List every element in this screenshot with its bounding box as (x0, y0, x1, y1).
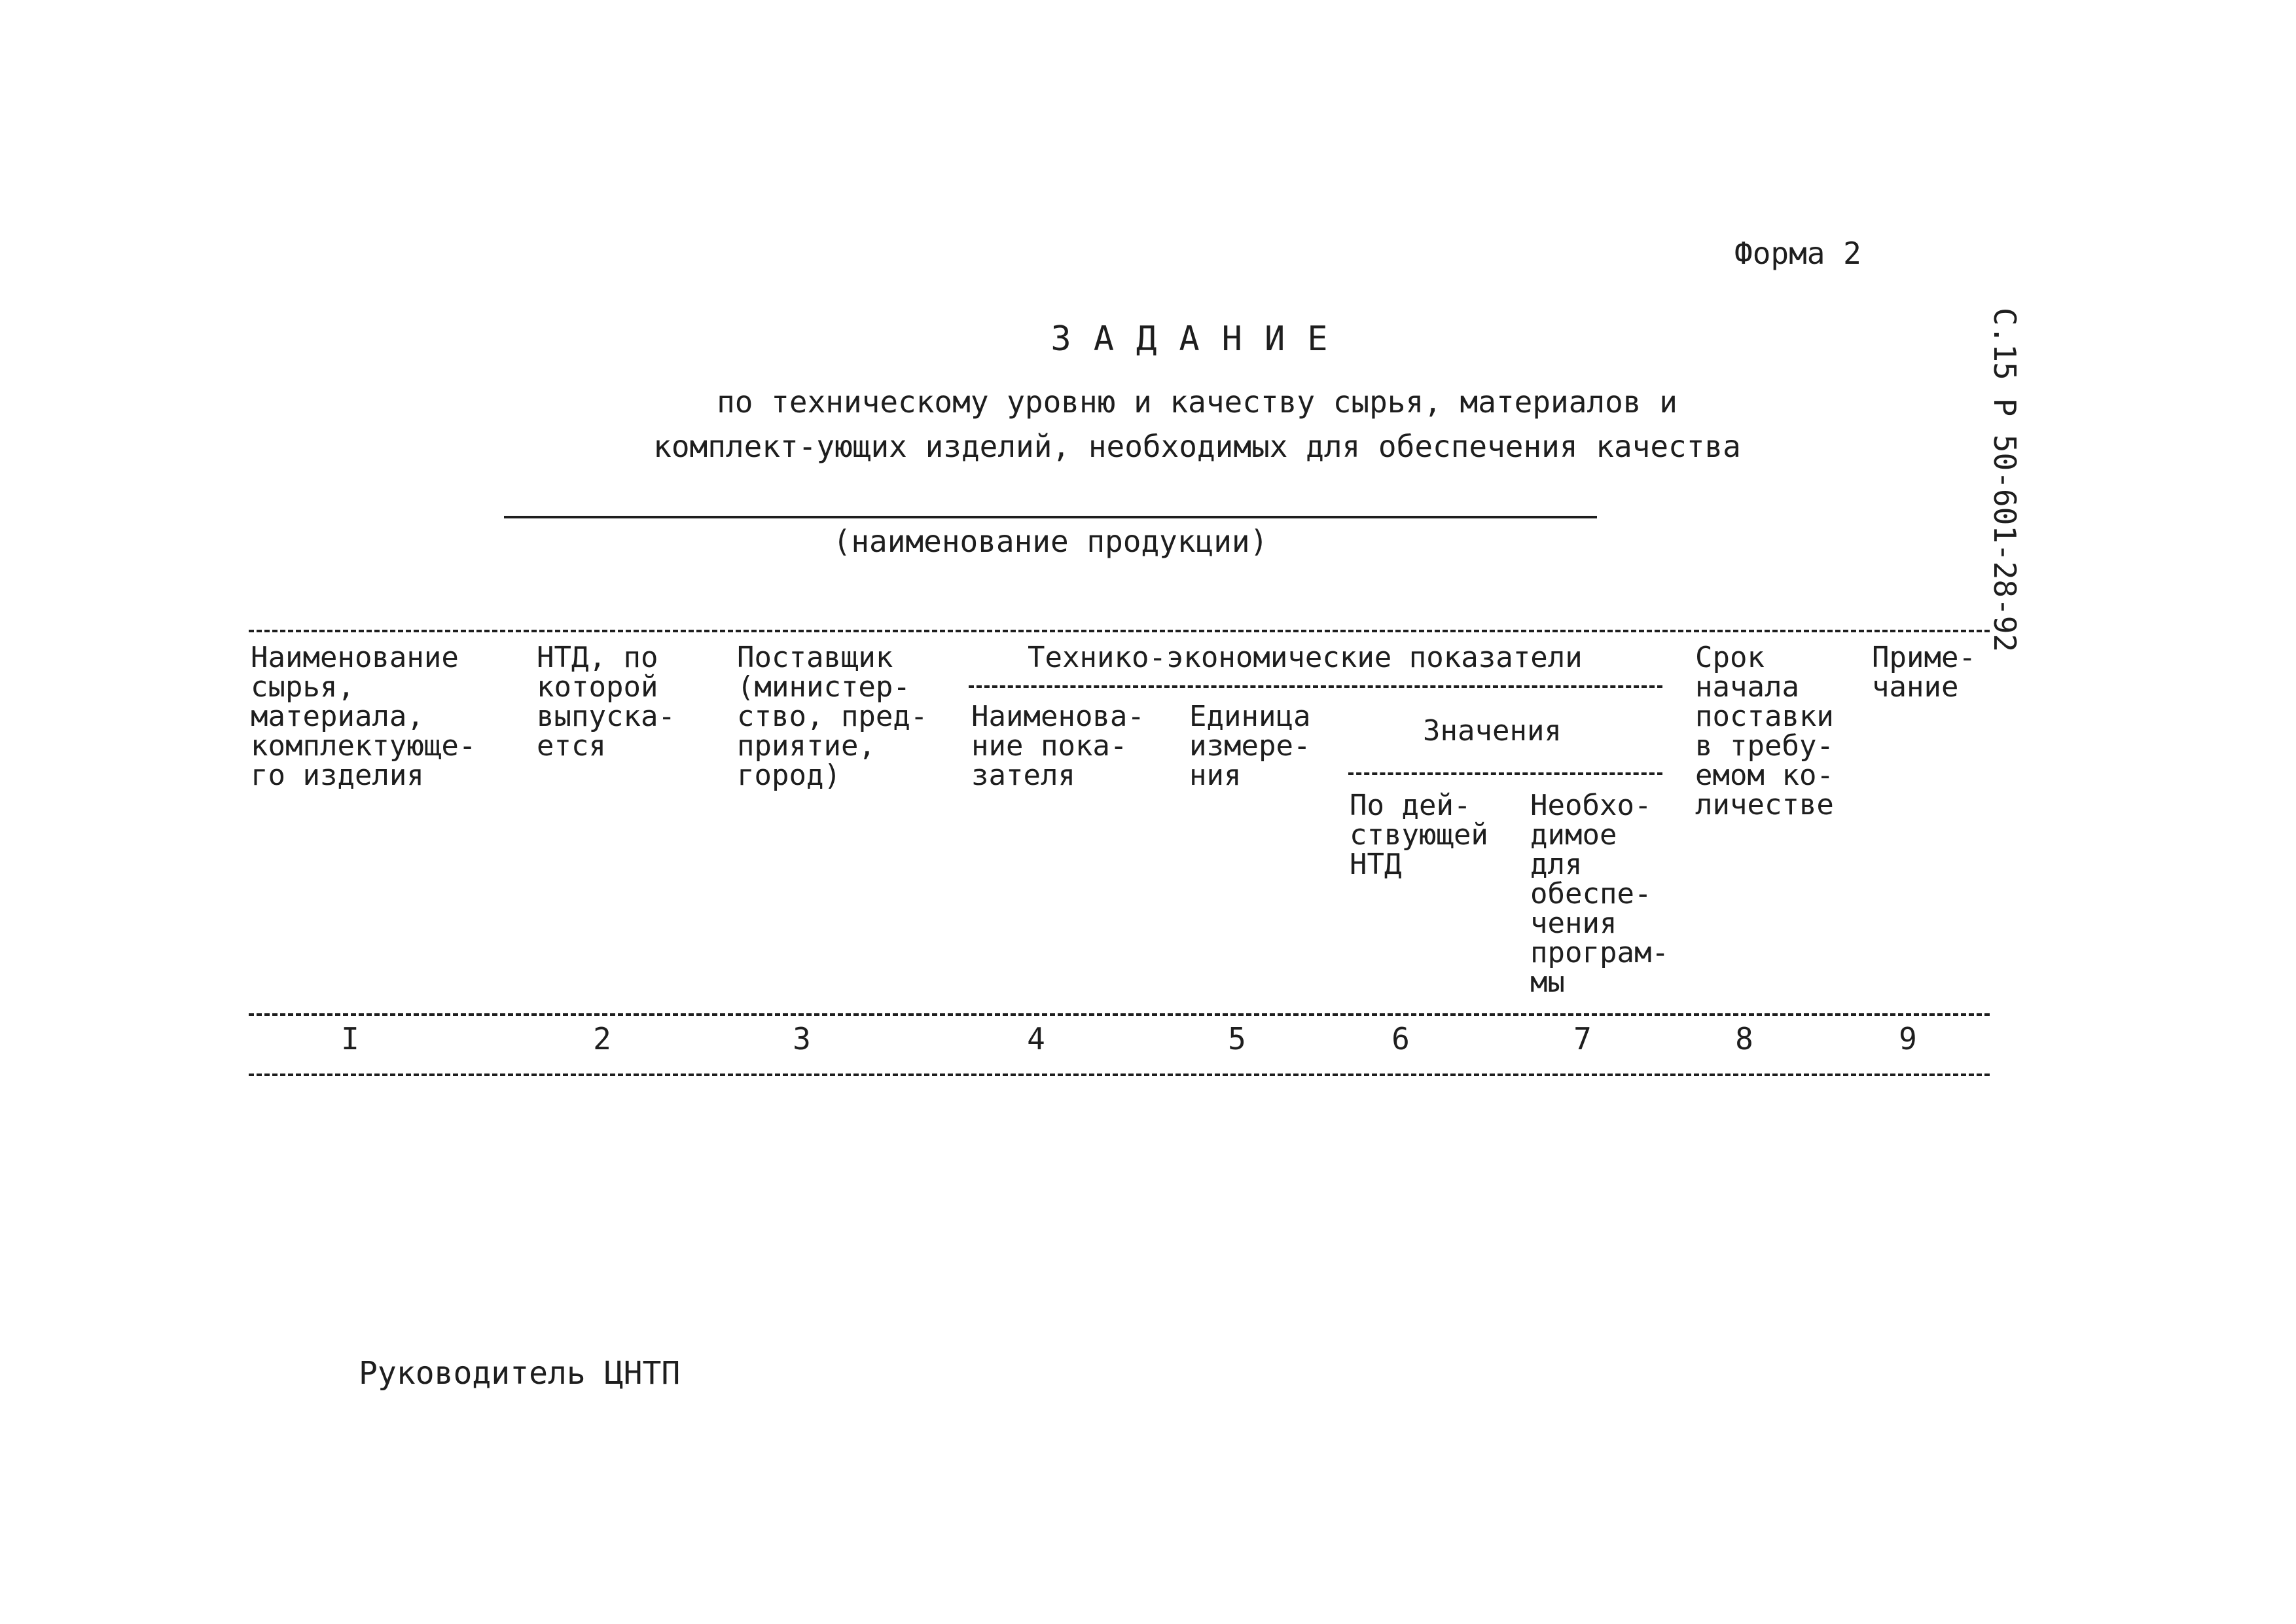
column-number-6: 6 (1391, 1021, 1410, 1056)
document-subtitle (0, 380, 2296, 469)
column-number-2: 2 (593, 1021, 611, 1056)
tech-group-rule (969, 685, 1662, 688)
signer-label: Руководитель ЦНТП (359, 1355, 681, 1392)
header-tech-economic-group: Технико-экономические показатели (1028, 641, 1583, 674)
header-indicator-name: Наименова- ние пока- зателя (971, 700, 1145, 792)
header-required: Необхо- димое для обеспе- чения програм- мы (1530, 789, 1669, 999)
values-group-rule (1348, 772, 1662, 775)
column-number-3: 3 (793, 1021, 811, 1056)
header-current-ntd: По дей- ствующей НТД (1350, 789, 1488, 881)
header-ntd: НТД, по которой выпуска- ется (537, 641, 675, 763)
header-unit: Единица измере- ния (1189, 700, 1311, 792)
column-number-7: 7 (1573, 1021, 1592, 1056)
header-note: Приме- чание (1872, 641, 1976, 704)
subtitle-line-1: по техническому уровню и качеству сырья, материалов и (717, 384, 1677, 420)
product-name-blank-line (504, 516, 1597, 518)
table-bottom-rule (249, 1074, 1990, 1076)
column-number-5: 5 (1228, 1021, 1246, 1056)
product-name-caption: (наименование продукции) (833, 524, 1268, 559)
document-side-code: С.15 Р 50-601-28-92 (1987, 308, 2022, 653)
header-delivery-start: Срок начала поставки в требу- емом ко- личестве (1695, 641, 1834, 821)
table-top-rule (249, 630, 1990, 632)
header-material-name: Наименование сырья, материала, комплектующе- го изделия (251, 641, 476, 792)
column-number-4: 4 (1027, 1021, 1045, 1056)
header-values-group: Значения (1423, 714, 1562, 748)
column-number-8: 8 (1735, 1021, 1753, 1056)
form-label: Форма 2 (1734, 236, 1861, 271)
subtitle-line-2: комплект-ующих изделий, необходимых для обеспечения качества (653, 429, 1741, 464)
column-number-9: 9 (1899, 1021, 1917, 1056)
column-number-1: I (341, 1021, 359, 1056)
header-supplier: Поставщик (министер- ство, пред- приятие, город) (737, 641, 928, 792)
document-title: ЗАДАНИЕ (1050, 319, 1350, 359)
header-bottom-rule (249, 1013, 1990, 1016)
